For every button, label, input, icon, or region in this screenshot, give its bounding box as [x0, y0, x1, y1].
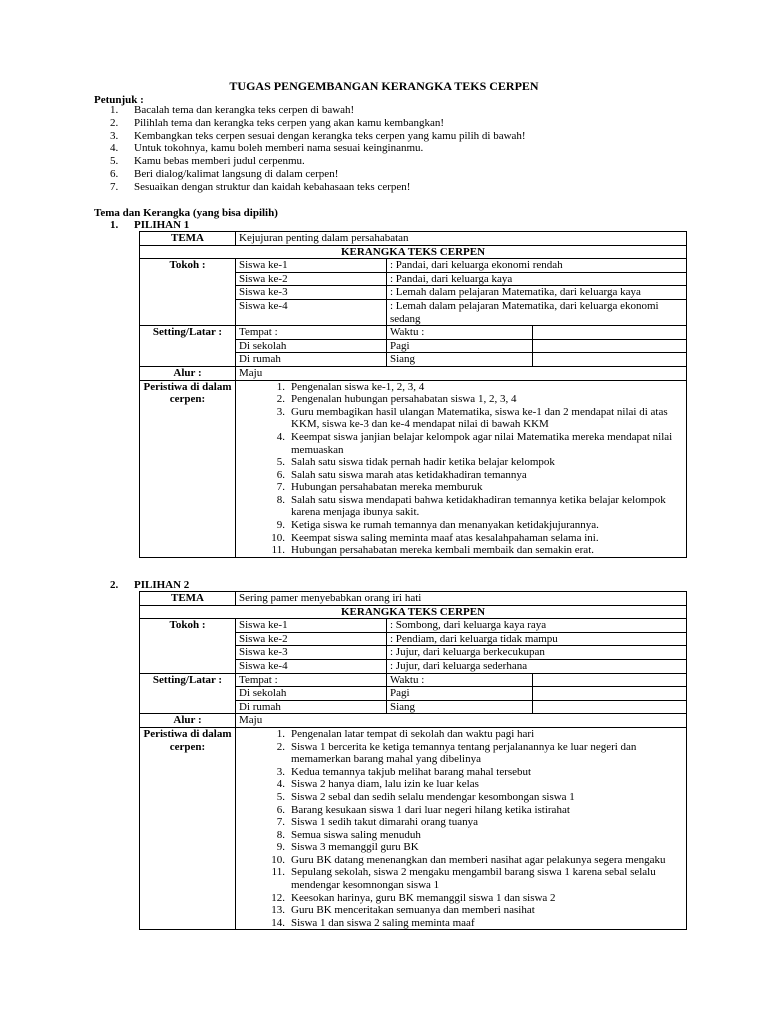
setting-empty: [533, 700, 687, 714]
list-item-text: Siswa 2 hanya diam, lalu izin ke luar kelas: [291, 778, 479, 791]
list-item-text: Salah satu siswa mendapati bahwa ketidakhadiran temannya ketika belajar kelompok karena menjaga ibunya sakit.: [291, 493, 666, 519]
list-item: [239, 393, 683, 406]
list-item-text: Siswa 2 sebal dan sedih selalu mendengar kesombongan siswa 1: [291, 790, 575, 803]
peristiwa-label: Peristiwa di dalam cerpen:: [140, 380, 236, 557]
list-item-number: 1.: [276, 380, 285, 393]
list-item-number: 8.: [276, 493, 285, 506]
list-item-number: 1.: [276, 727, 285, 740]
list-item: [239, 917, 683, 930]
peristiwa-cell: [236, 727, 687, 930]
petunjuk-list: [110, 104, 670, 194]
table-row: [140, 727, 687, 930]
list-item: [110, 130, 670, 143]
peristiwa-label: Peristiwa di dalam cerpen:: [140, 727, 236, 930]
pilihan1-title: PILIHAN 1: [134, 219, 190, 231]
list-item-number: 7.: [110, 180, 119, 193]
list-item-number: 7.: [276, 481, 285, 494]
list-item: [110, 104, 670, 117]
waktu-label: Waktu :: [387, 326, 533, 340]
list-item: [239, 544, 683, 557]
list-item: [239, 741, 683, 766]
list-item-number: 2.: [110, 116, 119, 129]
pilihan1-table: [139, 231, 687, 558]
list-item-number: 4.: [276, 778, 285, 791]
list-item-text: Kedua temannya takjub melihat barang mahal tersebut: [291, 765, 532, 778]
list-item-number: 4.: [110, 142, 119, 155]
list-item: [239, 406, 683, 431]
list-item-number: 9.: [276, 519, 285, 532]
list-item: [239, 892, 683, 905]
list-item-text: Sepulang sekolah, siswa 2 mengaku mengambil barang siswa 1 karena sebal selalu mendengar kesomnongan siswa 1: [291, 866, 656, 892]
table-row: [140, 619, 687, 633]
list-item-number: 2.: [276, 393, 285, 406]
list-item: [239, 381, 683, 394]
peristiwa-list: [239, 728, 683, 930]
list-item-text: Semua siswa saling menuduh: [291, 828, 421, 841]
list-item: [239, 481, 683, 494]
waktu-label: Waktu :: [387, 673, 533, 687]
tokoh-name: Siswa ke-4: [236, 659, 387, 673]
list-item-text: Salah satu siswa marah atas ketidakhadiran temannya: [291, 468, 527, 481]
tema-section-label: Tema dan Kerangka (yang bisa dipilih): [94, 207, 278, 219]
list-item: [239, 766, 683, 779]
list-item: [239, 841, 683, 854]
list-item-number: 6.: [276, 803, 285, 816]
list-item-number: 14.: [271, 916, 285, 929]
list-item-text: Siswa 1 dan siswa 2 saling meminta maaf: [291, 916, 475, 929]
list-item: [239, 866, 683, 891]
tokoh-desc: : Jujur, dari keluarga berkecukupan: [387, 646, 687, 660]
tokoh-name: Siswa ke-2: [236, 272, 387, 286]
list-item-number: 5.: [276, 456, 285, 469]
table-row: [140, 232, 687, 246]
table-row: [140, 380, 687, 557]
tokoh-desc: : Pandai, dari keluarga kaya: [387, 272, 687, 286]
tempat-value: Di sekolah: [236, 687, 387, 701]
list-item-text: Siswa 1 bercerita ke ketiga temannya tentang perjalanannya ke luar negeri dan memamerkan barang mahal yang dibelinya: [291, 740, 637, 766]
list-item: [110, 181, 670, 194]
list-item: [239, 816, 683, 829]
list-item-text: Sesuaikan dengan struktur dan kaidah kebahasaan teks cerpen!: [134, 180, 411, 193]
kerangka-header: KERANGKA TEKS CERPEN: [140, 245, 687, 259]
setting-empty: [533, 687, 687, 701]
list-item: [239, 829, 683, 842]
list-item: [239, 532, 683, 545]
tokoh-desc: : Pandai, dari keluarga ekonomi rendah: [387, 259, 687, 273]
tokoh-name: Siswa ke-3: [236, 646, 387, 660]
list-item: [239, 456, 683, 469]
list-item: [239, 431, 683, 456]
list-item-text: Hubungan persahabatan mereka kembali membaik dan semakin erat.: [291, 544, 594, 557]
table-row: [140, 673, 687, 687]
list-item-text: Siswa 1 sedih takut dimarahi orang tuanya: [291, 816, 478, 829]
tema-value: Kejujuran penting dalam persahabatan: [236, 232, 687, 246]
list-item-number: 10.: [271, 531, 285, 544]
list-item: [239, 904, 683, 917]
tempat-value: Di sekolah: [236, 339, 387, 353]
list-item-text: Kembangkan teks cerpen sesuai dengan kerangka teks cerpen yang kamu pilih di bawah!: [134, 129, 526, 142]
table-row: [140, 714, 687, 728]
list-item-number: 11.: [271, 866, 285, 879]
kerangka-header: KERANGKA TEKS CERPEN: [140, 605, 687, 619]
list-item: [239, 854, 683, 867]
list-item-number: 9.: [276, 841, 285, 854]
table-row: [140, 592, 687, 606]
tokoh-desc: : Pendiam, dari keluarga tidak mampu: [387, 632, 687, 646]
list-item-text: Siswa 3 memanggil guru BK: [291, 841, 419, 854]
table-row: [140, 326, 687, 340]
table-row: [140, 259, 687, 273]
list-item-number: 3.: [110, 129, 119, 142]
tokoh-name: Siswa ke-3: [236, 286, 387, 300]
tokoh-desc: : Sombong, dari keluarga kaya raya: [387, 619, 687, 633]
list-item-text: Ketiga siswa ke rumah temannya dan menanyakan ketidakjujurannya.: [291, 519, 599, 532]
list-item-number: 7.: [276, 816, 285, 829]
tokoh-name: Siswa ke-4: [236, 299, 387, 325]
list-item-text: Beri dialog/kalimat langsung di dalam cerpen!: [134, 167, 339, 180]
setting-label: Setting/Latar :: [140, 673, 236, 714]
pilihan2-number: 2.: [110, 579, 119, 591]
tempat-label: Tempat :: [236, 673, 387, 687]
waktu-value: Siang: [387, 700, 533, 714]
alur-value: Maju: [236, 366, 687, 380]
list-item: [110, 142, 670, 155]
list-item-text: Pilihlah tema dan kerangka teks cerpen yang akan kamu kembangkan!: [134, 116, 445, 129]
list-item-number: 6.: [276, 468, 285, 481]
list-item: [239, 494, 683, 519]
list-item-number: 2.: [276, 740, 285, 753]
tempat-value: Di rumah: [236, 700, 387, 714]
alur-value: Maju: [236, 714, 687, 728]
list-item-text: Salah satu siswa tidak pernah hadir ketika belajar kelompok: [291, 456, 555, 469]
list-item: [239, 804, 683, 817]
table-row: [140, 605, 687, 619]
list-item-text: Untuk tokohnya, kamu boleh memberi nama sesuai keinginanmu.: [134, 142, 424, 155]
tempat-label: Tempat :: [236, 326, 387, 340]
list-item: [110, 168, 670, 181]
waktu-value: Pagi: [387, 687, 533, 701]
list-item-number: 4.: [276, 430, 285, 443]
waktu-value: Siang: [387, 353, 533, 367]
peristiwa-cell: [236, 380, 687, 557]
tema-value: Sering pamer menyebabkan orang iri hati: [236, 592, 687, 606]
pilihan2-label: [110, 579, 189, 592]
tokoh-label: Tokoh :: [140, 619, 236, 673]
list-item-number: 5.: [276, 790, 285, 803]
list-item-text: Guru membagikan hasil ulangan Matematika, siswa ke-1 dan 2 mendapat nilai di atas KKM, siswa ke-3 dan ke-4 mendapat nilai di bawah KKM: [291, 405, 668, 431]
list-item-number: 3.: [276, 405, 285, 418]
tema-head: TEMA: [140, 592, 236, 606]
list-item-number: 10.: [271, 853, 285, 866]
list-item-number: 5.: [110, 155, 119, 168]
list-item-number: 6.: [110, 167, 119, 180]
tokoh-name: Siswa ke-1: [236, 619, 387, 633]
list-item-text: Keesokan harinya, guru BK memanggil siswa 1 dan siswa 2: [291, 891, 556, 904]
table-row: [140, 245, 687, 259]
tema-head: TEMA: [140, 232, 236, 246]
list-item: [239, 778, 683, 791]
tokoh-desc: : Jujur, dari keluarga sederhana: [387, 659, 687, 673]
list-item: [239, 791, 683, 804]
list-item-text: Kamu bebas memberi judul cerpenmu.: [134, 155, 305, 168]
list-item-text: Pengenalan latar tempat di sekolah dan waktu pagi hari: [291, 727, 535, 740]
list-item-number: 11.: [271, 544, 285, 557]
list-item-number: 12.: [271, 891, 285, 904]
setting-label: Setting/Latar :: [140, 326, 236, 367]
document-title: TUGAS PENGEMBANGAN KERANGKA TEKS CERPEN: [229, 79, 539, 93]
list-item-text: Keempat siswa saling meminta maaf atas kesalahpahaman selama ini.: [291, 531, 599, 544]
list-item-number: 13.: [271, 904, 285, 917]
list-item-text: Bacalah tema dan kerangka teks cerpen di bawah!: [134, 104, 355, 116]
pilihan1-number: 1.: [110, 219, 119, 231]
list-item: [239, 519, 683, 532]
table-row: [140, 366, 687, 380]
setting-empty: [533, 339, 687, 353]
pilihan2-table: [139, 591, 687, 930]
list-item-text: Pengenalan siswa ke-1, 2, 3, 4: [291, 380, 425, 393]
peristiwa-list: [239, 381, 683, 557]
list-item-text: Barang kesukaan siswa 1 dari luar negeri hilang ketika istirahat: [291, 803, 570, 816]
list-item: [110, 117, 670, 130]
list-item-text: Keempat siswa janjian belajar kelompok agar nilai Matematika mereka mendapat nilai memuaskan: [291, 430, 673, 456]
list-item: [110, 155, 670, 168]
list-item-text: Hubungan persahabatan mereka memburuk: [291, 481, 483, 494]
alur-label: Alur :: [140, 366, 236, 380]
waktu-value: Pagi: [387, 339, 533, 353]
list-item-text: Guru BK datang menenangkan dan memberi nasihat agar pelakunya segera mengaku: [291, 853, 666, 866]
list-item: [239, 728, 683, 741]
list-item-number: 1.: [110, 104, 119, 116]
alur-label: Alur :: [140, 714, 236, 728]
pilihan2-title: PILIHAN 2: [134, 579, 190, 591]
tempat-value: Di rumah: [236, 353, 387, 367]
pilihan1-label: [110, 219, 189, 232]
tokoh-label: Tokoh :: [140, 259, 236, 326]
list-item-text: Guru BK menceritakan semuanya dan memberi nasihat: [291, 904, 535, 917]
list-item-number: 3.: [276, 765, 285, 778]
list-item-number: 8.: [276, 828, 285, 841]
setting-empty: [533, 673, 687, 687]
petunjuk-label: Petunjuk :: [94, 94, 144, 106]
tokoh-desc: : Lemah dalam pelajaran Matematika, dari keluarga ekonomi sedang: [387, 299, 687, 325]
list-item: [239, 469, 683, 482]
list-item-text: Pengenalan hubungan persahabatan siswa 1, 2, 3, 4: [291, 393, 517, 406]
tokoh-name: Siswa ke-1: [236, 259, 387, 273]
setting-empty: [533, 326, 687, 340]
setting-empty: [533, 353, 687, 367]
tokoh-desc: : Lemah dalam pelajaran Matematika, dari keluarga kaya: [387, 286, 687, 300]
tokoh-name: Siswa ke-2: [236, 632, 387, 646]
